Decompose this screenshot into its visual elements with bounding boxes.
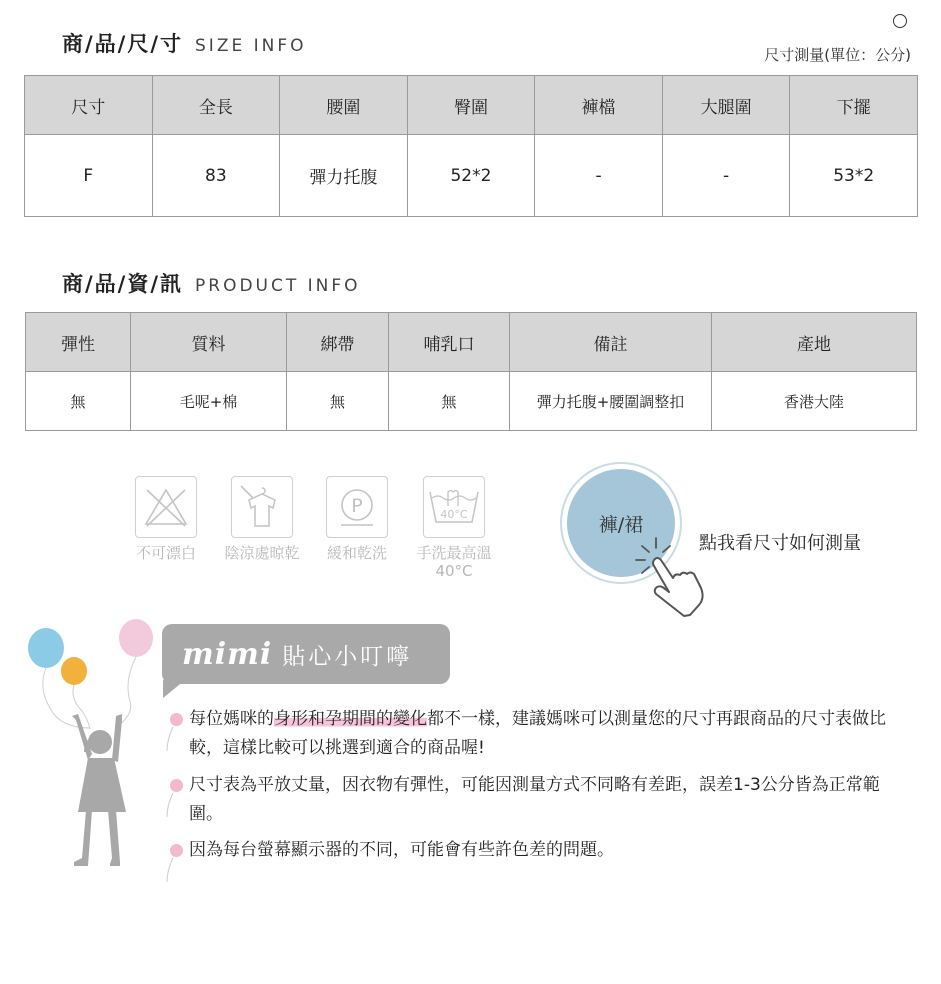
product-cell: 香港大陸 [712,372,917,431]
care-label: 不可漂白 [135,544,196,562]
care-item-hand-wash [412,476,496,580]
girl-silhouette-icon [72,714,126,866]
care-label-temp: 40°C [435,562,473,580]
dry-clean-symbol: P [351,495,363,517]
product-header-cell: 彈性 [26,313,131,372]
tip-text-before: 每位媽咪的 [189,709,274,729]
care-item-shade-dry [218,476,306,562]
tip-item [170,705,905,763]
product-header-cell: 質料 [131,313,287,372]
product-cell: 無 [389,372,510,431]
size-header-cell: 下擺 [790,76,918,135]
tip-highlight: 身形和孕期間的變化 [274,709,427,729]
size-title-en: SIZE INFO [195,36,307,56]
product-cell: 彈力托腹+腰圍調整扣 [510,372,712,431]
size-cell: 83 [152,135,280,217]
measure-hint-text: 點我看尺寸如何測量 [699,533,861,554]
unit-note: 尺寸測量(單位：公分) [764,46,911,64]
care-item-gentle-dry-clean [320,476,394,562]
tip-item [170,771,905,829]
product-table [25,312,917,431]
product-cell: 無 [287,372,389,431]
size-table-header-row [25,76,918,135]
product-cell: 毛呢+棉 [131,372,287,431]
product-title-en: PRODUCT INFO [195,276,361,296]
tip-item [170,836,905,865]
hand-wash-symbol: 40°C [440,508,468,521]
bullet-dot-icon [170,779,183,792]
care-label: 緩和乾洗 [326,544,387,562]
size-table [24,75,918,217]
pink-balloon-icon [116,619,153,727]
care-item-no-bleach [128,476,204,562]
balloons-illustration [24,612,164,876]
tip-text-after: 都不一樣，建議媽咪可以測量您的尺寸再跟商品的尺寸表做比較，這樣比較可以挑選到適合的商品喔! [189,709,886,758]
product-header-cell: 哺乳口 [389,313,510,372]
tips-heading-bubble [162,624,450,684]
size-header-cell: 臀圍 [407,76,535,135]
care-label: 陰涼處晾乾 [224,544,300,562]
size-header-cell: 腰圍 [280,76,408,135]
product-cell: 無 [26,372,131,431]
product-header-cell: 綁帶 [287,313,389,372]
size-cell: 彈力托腹 [280,135,408,217]
size-info-title [62,28,307,58]
size-table-row [25,135,918,217]
size-header-cell: 全長 [152,76,280,135]
tip-text: 因為每台螢幕顯示器的不同，可能會有些許色差的問題。 [189,840,614,860]
corner-circle-mark [893,14,907,28]
product-table-row [26,372,917,431]
tips-heading: 貼心小叮嚀 [282,643,413,670]
no-bleach-icon [135,476,197,538]
size-header-cell: 尺寸 [25,76,153,135]
product-table-header-row [26,313,917,372]
size-cell: 52*2 [407,135,535,217]
care-label: 手洗最高溫 [416,544,492,562]
size-title-zh: 商/品/尺/寸 [62,32,184,56]
bubble-tail [163,680,185,698]
bullet-stem-icon [165,727,177,753]
tip-text [189,705,905,763]
size-cell: 53*2 [790,135,918,217]
hand-wash-icon [423,476,485,538]
shade-dry-icon [231,476,293,538]
bullet-stem-icon [165,858,177,884]
tips-brand: mimi [182,636,273,672]
bullet-dot-icon [170,844,183,857]
size-cell: - [662,135,790,217]
product-title-zh: 商/品/資/訊 [62,272,184,296]
product-info-title [62,268,361,298]
gentle-dry-clean-icon [326,476,388,538]
measure-button-label: 褲/裙 [598,513,644,536]
tip-text: 尺寸表為平放丈量，因衣物有彈性，可能因測量方式不同略有差距，誤差1-3公分皆為正常範圍。 [189,775,880,824]
size-header-cell: 褲檔 [535,76,663,135]
size-cell: F [25,135,153,217]
bullet-stem-icon [165,793,177,819]
product-header-cell: 產地 [712,313,917,372]
size-header-cell: 大腿圍 [662,76,790,135]
bullet-dot-icon [170,713,183,726]
product-header-cell: 備註 [510,313,712,372]
size-cell: - [535,135,663,217]
